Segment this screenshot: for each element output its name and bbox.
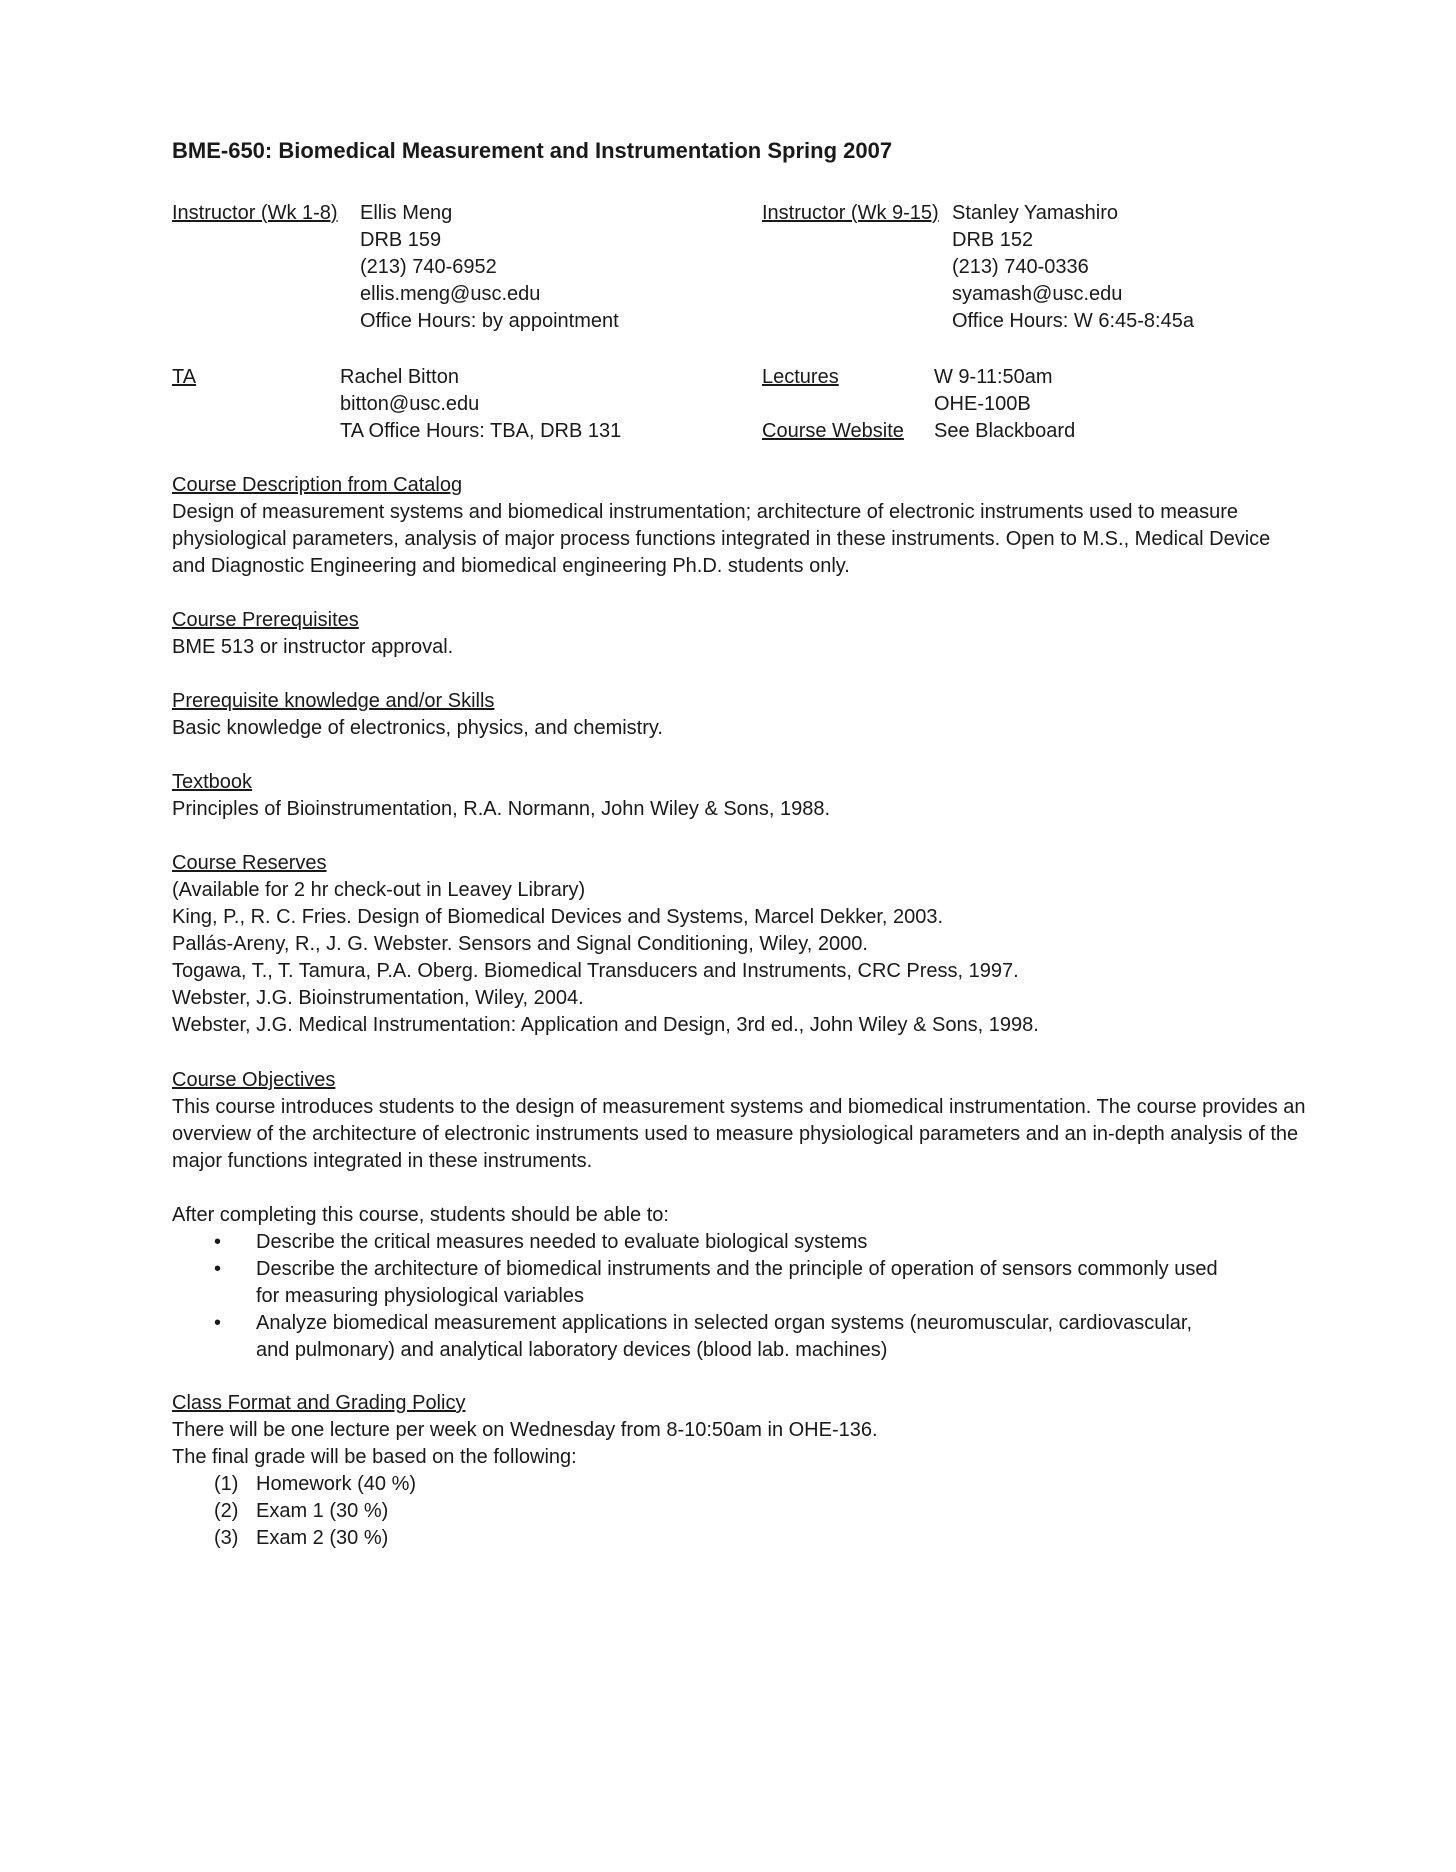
instructor1-info (360, 200, 619, 335)
instructor1-phone: (213) 740-6952 (360, 256, 497, 278)
website-label: Course Website (762, 420, 904, 442)
ta-info (340, 364, 621, 445)
instructor1-label: Instructor (Wk 1-8) (172, 202, 338, 224)
grading-item-text: Exam 1 (30 %) (256, 1500, 389, 1522)
objective-item (172, 1256, 1222, 1310)
website-value: See Blackboard (934, 420, 1076, 442)
knowledge-heading: Prerequisite knowledge and/or Skills (172, 690, 495, 712)
objectives-outcomes (172, 1202, 1292, 1364)
objective-text: Analyze biomedical measurement applications in selected organ systems (neuromuscular, cardiovascular, and pulmonary) and analytical laboratory devices (blood lab. machines) (256, 1312, 1193, 1361)
section-reserves (172, 850, 1292, 1039)
grading-item (172, 1471, 1292, 1498)
description-heading: Course Description from Catalog (172, 474, 463, 496)
reserves-list (172, 877, 1292, 1039)
instructor1-office: DRB 159 (360, 229, 442, 251)
reserves-line: Pallás-Areny, R., J. G. Webster. Sensors and Signal Conditioning, Wiley, 2000. (172, 933, 868, 955)
document-title: BME-650: Biomedical Measurement and Instrumentation Spring 2007 (172, 138, 893, 163)
grading-item (172, 1525, 1292, 1552)
instructor2-hours: Office Hours: W 6:45-8:45a (952, 310, 1194, 332)
lectures-label: Lectures (762, 366, 839, 388)
grading-item-number: (3) (214, 1527, 239, 1549)
objectives-line: overview of the architecture of electronic instruments used to measure physiological parameters and an in-depth analysis of the (172, 1123, 1299, 1145)
grading-list (172, 1471, 1292, 1552)
reserves-line: King, P., R. C. Fries. Design of Biomedical Devices and Systems, Marcel Dekker, 2003. (172, 906, 944, 928)
instructor1-hours: Office Hours: by appointment (360, 310, 619, 332)
instructor1-name: Ellis Meng (360, 202, 453, 224)
reserves-line: Webster, J.G. Medical Instrumentation: Application and Design, 3rd ed., John Wiley & Sons, 1998. (172, 1014, 1039, 1036)
ta-name: Rachel Bitton (340, 366, 459, 388)
instructor2-name: Stanley Yamashiro (952, 202, 1119, 224)
lectures-info (934, 364, 1053, 418)
description-line: physiological parameters, analysis of major process functions integrated in these instruments. Open to M.S., Medical Device (172, 528, 1271, 550)
lectures-time: W 9-11:50am (934, 366, 1053, 388)
ta-email: bitton@usc.edu (340, 393, 480, 415)
section-textbook (172, 769, 1292, 823)
grading-body (172, 1417, 1292, 1471)
section-objectives (172, 1067, 1306, 1175)
lectures-room: OHE-100B (934, 393, 1031, 415)
description-line: Design of measurement systems and biomedical instrumentation; architecture of electronic instruments used to measure (172, 501, 1239, 523)
textbook-text: Principles of Bioinstrumentation, R.A. Normann, John Wiley & Sons, 1988. (172, 798, 831, 820)
section-grading (172, 1390, 1292, 1552)
objectives-heading: Course Objectives (172, 1069, 336, 1091)
objectives-bullet-list (172, 1229, 1222, 1364)
knowledge-text: Basic knowledge of electronics, physics, and chemistry. (172, 717, 663, 739)
grading-line: The final grade will be based on the following: (172, 1446, 577, 1468)
reserves-line: Webster, J.G. Bioinstrumentation, Wiley, 2004. (172, 987, 584, 1009)
bullet-icon: • (214, 1312, 222, 1334)
objective-text: Describe the critical measures needed to evaluate biological systems (256, 1231, 868, 1253)
objectives-line: major functions integrated in these instruments. (172, 1150, 593, 1172)
bullet-icon: • (214, 1258, 222, 1280)
grading-item-number: (1) (214, 1473, 239, 1495)
ta-hours: TA Office Hours: TBA, DRB 131 (340, 420, 622, 442)
prerequisites-heading: Course Prerequisites (172, 609, 359, 631)
instructor2-phone: (213) 740-0336 (952, 256, 1089, 278)
grading-item-text: Exam 2 (30 %) (256, 1527, 389, 1549)
grading-item (172, 1498, 1292, 1525)
ta-label: TA (172, 366, 197, 388)
website-value-wrap (934, 418, 1075, 445)
objective-item (172, 1310, 1222, 1364)
reserves-line: Togawa, T., T. Tamura, P.A. Oberg. Biomedical Transducers and Instruments, CRC Press, 1997. (172, 960, 1019, 982)
instructor1-email: ellis.meng@usc.edu (360, 283, 541, 305)
objective-text: Describe the architecture of biomedical instruments and the principle of operation of sensors commonly used for measuring physiological variables (256, 1258, 1218, 1307)
grading-heading: Class Format and Grading Policy (172, 1392, 466, 1414)
instructor2-email: syamash@usc.edu (952, 283, 1123, 305)
prerequisites-text: BME 513 or instructor approval. (172, 636, 454, 658)
reserves-heading: Course Reserves (172, 852, 327, 874)
description-line: and Diagnostic Engineering and biomedical engineering Ph.D. students only. (172, 555, 850, 577)
grading-line: There will be one lecture per week on Wednesday from 8-10:50am in OHE-136. (172, 1419, 878, 1441)
bullet-icon: • (214, 1231, 222, 1253)
instructor2-label: Instructor (Wk 9-15) (762, 202, 939, 224)
objectives-line: This course introduces students to the design of measurement systems and biomedical instrumentation. The course provides an (172, 1096, 1306, 1118)
reserves-line: (Available for 2 hr check-out in Leavey Library) (172, 879, 586, 901)
objectives-body (172, 1094, 1306, 1175)
section-description (172, 472, 1292, 580)
grading-item-text: Homework (40 %) (256, 1473, 417, 1495)
textbook-heading: Textbook (172, 771, 253, 793)
grading-item-number: (2) (214, 1500, 239, 1522)
instructor2-office: DRB 152 (952, 229, 1034, 251)
instructor2-info (952, 200, 1194, 335)
description-body (172, 499, 1292, 580)
section-prerequisites (172, 607, 1292, 661)
objective-item (172, 1229, 1222, 1256)
section-knowledge (172, 688, 1292, 742)
objectives-intro: After completing this course, students should be able to: (172, 1204, 669, 1226)
